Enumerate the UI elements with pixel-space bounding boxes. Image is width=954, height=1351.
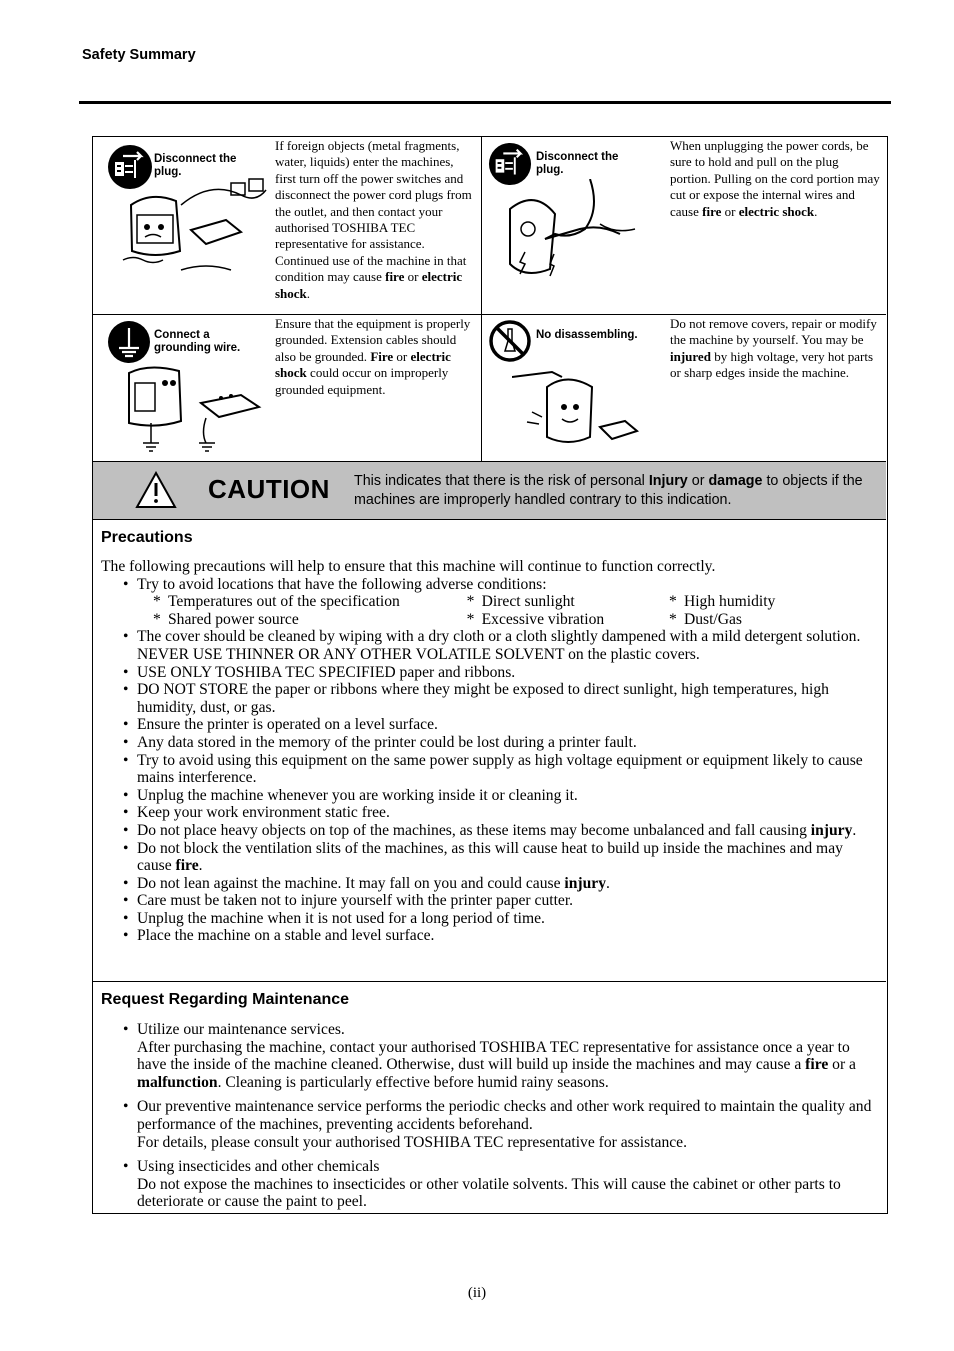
condition-item: * Temperatures out of the specification (145, 593, 459, 611)
maintenance-title: Request Regarding Maintenance (101, 991, 350, 1008)
list-item: • Care must be taken not to injure yourself with the printer paper cutter. (101, 892, 881, 910)
symbol-label: Disconnect the plug. (536, 151, 619, 176)
list-item: • Ensure the printer is operated on a level surface. (101, 716, 881, 734)
safety-frame (92, 136, 888, 1214)
list-item: • Try to avoid using this equipment on the same power supply as high voltage equipment or equipment likely to cause mains interference. (101, 752, 881, 787)
list-item: • DO NOT STORE the paper or ribbons where they might be exposed to direct sunlight, high temperatures, high humidity, dust, or gas. (101, 681, 881, 716)
printer-screwdriver-illustration (512, 357, 642, 457)
precautions-list (101, 576, 881, 945)
condition-row (101, 593, 881, 611)
caution-band (93, 461, 886, 520)
warning-text: Ensure that the equipment is properly grounded. Extension cables should also be grounded. Fire or electric shock could occur on improperly grounded equipment. (275, 316, 471, 397)
warning-cell-foreign-objects (93, 137, 481, 314)
list-item: • Any data stored in the memory of the printer could be lost during a printer fault. (101, 734, 881, 752)
symbol-label: Connect a grounding wire. (154, 329, 241, 354)
maintenance-body (101, 1021, 881, 1218)
warning-cell-disassembling (482, 315, 886, 461)
list-item (101, 1021, 881, 1091)
list-item: • Place the machine on a stable and level surface. (101, 927, 881, 945)
list-item: • USE ONLY TOSHIBA TEC SPECIFIED paper and ribbons. (101, 664, 881, 682)
list-item: • Unplug the machine whenever you are working inside it or cleaning it. (101, 787, 881, 805)
precautions-body (101, 558, 881, 945)
maintenance-item-body: After purchasing the machine, contact your authorised TOSHIBA TEC representative for assistance once a year to have the inside of the machine cleaned. Otherwise, dust will build up inside the machines and may cause a fire or a malfunction. Cleaning is particularly effective before humid rainy seasons. (137, 1038, 856, 1091)
list-item (101, 1158, 881, 1211)
list-item: • Do not lean against the machine. It may fall on you and could cause injury. (101, 875, 881, 893)
warning-cell-unplugging (482, 137, 886, 314)
condition-item: * High humidity (661, 593, 881, 611)
maintenance-item-heading: • Utilize our maintenance services. (137, 1021, 345, 1038)
page-header-title: Safety Summary (82, 47, 196, 63)
symbol-label: Disconnect the plug. (154, 153, 237, 178)
header-rule (79, 101, 891, 104)
list-item: • Unplug the machine when it is not used for a long period of time. (101, 910, 881, 928)
ground-icon (107, 320, 151, 364)
warning-triangle-icon (135, 471, 177, 509)
maintenance-item-body: Do not expose the machines to insecticides or other volatile solvents. This will cause the cabinet or other parts to deteriorate or cause the paint to peel. (137, 1175, 841, 1211)
adverse-conditions-grid (101, 593, 881, 628)
maintenance-item-body: For details, please consult your authorised TOSHIBA TEC representative for assistance. (137, 1133, 687, 1151)
condition-item: * Dust/Gas (661, 611, 881, 629)
maintenance-list (101, 1021, 881, 1211)
list-item: • The cover should be cleaned by wiping with a dry cloth or a cloth slightly dampened with a mild detergent solution. NEVER USE THINNER OR ANY OTHER VOLATILE SOLVENT on the plastic covers. (101, 628, 881, 663)
precautions-intro: The following precautions will help to ensure that this machine will continue to function correctly. (101, 558, 716, 575)
maintenance-item-heading: • Our preventive maintenance service performs the periodic checks and other work required to maintain the quality and performance of the machines, preventing accidents beforehand. (137, 1098, 872, 1133)
list-item: • Do not block the ventilation slits of the machines, as this will cause heat to build up inside the machines and may cause fire. (101, 840, 881, 875)
condition-item: * Excessive vibration (459, 611, 661, 629)
maintenance-item-heading: • Using insecticides and other chemicals (137, 1158, 380, 1176)
warning-cell-grounding (93, 315, 481, 461)
list-item: • Keep your work environment static free. (101, 804, 881, 822)
list-item: • Do not place heavy objects on top of the machines, as these items may become unbalanced and fall causing injury. (101, 822, 881, 840)
caution-title: CAUTION (208, 474, 330, 504)
precautions-divider (93, 981, 886, 982)
list-item (101, 1098, 881, 1151)
condition-item: * Direct sunlight (459, 593, 661, 611)
condition-row (101, 611, 881, 629)
precautions-title: Precautions (101, 529, 193, 546)
printer-grounding-illustration (121, 363, 271, 458)
hand-pulling-plug-illustration (500, 179, 640, 284)
condition-item: * Shared power source (145, 611, 459, 629)
symbol-label: No disassembling. (536, 329, 638, 341)
list-item: • Try to avoid locations that have the following adverse conditions: * Temperatures out of the specification * Direct sunlight * High humidity * Shared power source * Excessive vibration * Dust/Gas (101, 576, 881, 629)
warning-text: If foreign objects (metal fragments, water, liquids) enter the machines, first turn off the power switches and disconnect the power cord plugs from the outlet, and then contact your authorised TOSHIBA TEC representative for assistance. Continued use of the machine in that condition may cause fire or electric shock. (275, 138, 472, 301)
page-number: (ii) (467, 1285, 487, 1301)
printer-foreign-object-illustration (121, 175, 271, 285)
warning-text: When unplugging the power cords, be sure to hold and pull on the plug portion. Pulling on the cord portion may cut or expose the internal wires and cause fire or electric shock. (670, 138, 880, 219)
caution-description: This indicates that there is the risk of personal Injury or damage to objects if the machines are improperly handled contrary to this indication. (354, 473, 863, 508)
warning-text: Do not remove covers, repair or modify the machine by yourself. You may be injured by high voltage, very hot parts or sharp edges inside the machine. (670, 316, 877, 381)
